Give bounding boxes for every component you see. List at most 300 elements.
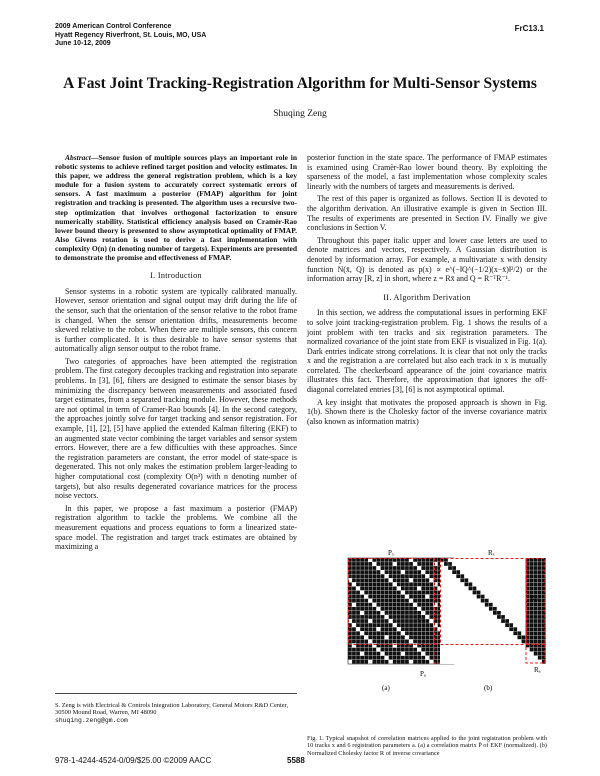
matrix-a-cell: [425, 562, 429, 566]
matrix-a-cell: [401, 574, 405, 578]
matrix-a-cell: [372, 578, 376, 582]
matrix-b-cell: [538, 640, 542, 644]
matrix-a-cell: [372, 619, 376, 623]
matrix-a-cell: [352, 595, 356, 599]
matrix-a-cell: [417, 631, 421, 635]
conference-header: [55, 23, 206, 49]
section-heading-intro: I. Introduction: [150, 271, 202, 281]
matrix-b-cell: [538, 615, 542, 619]
matrix-a-cell: [385, 578, 389, 582]
matrix-a-cell: [413, 599, 417, 603]
matrix-b-cell: [530, 562, 534, 566]
matrix-a-cell: [425, 578, 429, 582]
matrix-b-cell: [485, 599, 489, 603]
matrix-a-cell: [389, 566, 393, 570]
matrix-a-cell: [372, 648, 376, 652]
matrix-a-cell: [430, 562, 434, 566]
matrix-a-cell: [381, 595, 385, 599]
matrix-a-cell: [405, 566, 409, 570]
matrix-b-cell: [534, 603, 538, 607]
matrix-a-cell: [397, 635, 401, 639]
matrix-a-cell: [368, 582, 372, 586]
matrix-b-cell: [473, 587, 477, 591]
matrix-a-cell: [372, 591, 376, 595]
matrix-a-cell: [397, 595, 401, 599]
matrix-a-cell: [425, 640, 429, 644]
matrix-a-cell: [368, 615, 372, 619]
matrix-a-cell: [368, 652, 372, 656]
matrix-a-cell: [372, 566, 376, 570]
intro-paragraph-1: Sensor systems in a robotic system are typically calibrated manually. However, sensor orientation and signal output may drift during the life of the sensor, such that the orientation of the sensor relative to the robot frame is changed. When the sensor orientation drifts, measurements become skewed relative to the robot. When there are multiple sensors, this concern is further complicated. It is thus desirable to have sensor systems that automatically align sensor output to the robot frame.: [55, 286, 297, 354]
matrix-a-cell: [417, 570, 421, 574]
matrix-b-cell: [473, 591, 477, 595]
abstract-text: —Sensor fusion of multiple sources plays an important role in robotic systems to achieve refined target position and velocity estimates. In this paper, we address the general registration problem, which is a key module for a fusion system to accurately correct systematic errors of sensors. A fast maximum a posterior (FMAP) algorithm for joint registration and tracking is presented. The algorithm uses a recursive two-step optimization that involves orthogonal factorization to ensure numerically stability. Statistical efficiency analysis based on Cramèr-Rao lower bound theory is presented to show asymptotical optimality of FMAP. Also Givens rotation is used to derive a fast implementation with complexity O(n) (n denoting number of targets). Experiments are presented to demonstrate the promise and effectiveness of FMAP.: [55, 153, 297, 263]
matrix-a-cell: [356, 570, 360, 574]
matrix-a-cell: [413, 652, 417, 656]
matrix-b-cell: [534, 615, 538, 619]
matrix-a-cell: [393, 574, 397, 578]
matrix-a-cell: [360, 574, 364, 578]
matrix-a-cell: [381, 631, 385, 635]
matrix-a-cell: [430, 652, 434, 656]
matrix-a-cell: [372, 656, 376, 660]
matrix-a-cell: [401, 656, 405, 660]
matrix-b-cell: [460, 578, 464, 582]
matrix-a-cell: [430, 587, 434, 591]
matrix-a-cell: [425, 623, 429, 627]
matrix-a-cell: [389, 652, 393, 656]
abstract: [55, 153, 297, 262]
matrix-a-cell: [397, 611, 401, 615]
matrix-a-cell: [401, 611, 405, 615]
matrix-a-cell: [425, 591, 429, 595]
matrix-a-cell: [368, 574, 372, 578]
matrix-a-cell: [381, 582, 385, 586]
matrix-a-cell: [385, 566, 389, 570]
matrix-a-cell: [405, 562, 409, 566]
matrix-a-cell: [397, 607, 401, 611]
matrix-a-cell: [421, 595, 425, 599]
matrix-a-cell: [409, 619, 413, 623]
matrix-a-cell: [372, 595, 376, 599]
matrix-a-cell: [372, 640, 376, 644]
section-heading-algorithm: II. Algorithm Derivation: [383, 292, 471, 302]
matrix-a-cell: [401, 648, 405, 652]
matrix-b-cell: [452, 566, 456, 570]
matrix-b-cell: [530, 570, 534, 574]
matrix-a-cell: [368, 566, 372, 570]
matrix-a-cell: [360, 595, 364, 599]
matrix-a-cell: [385, 582, 389, 586]
matrix-a-cell: [401, 619, 405, 623]
matrix-a-cell: [421, 623, 425, 627]
matrix-b-cell: [522, 640, 526, 644]
matrix-a-cell: [389, 611, 393, 615]
matrix-b-cell: [538, 566, 542, 570]
matrix-a-cell: [377, 615, 381, 619]
matrix-a-cell: [360, 635, 364, 639]
matrix-a-cell: [397, 648, 401, 652]
matrix-a-cell: [421, 635, 425, 639]
matrix-a-cell: [356, 562, 360, 566]
right-paragraph-3: Throughout this paper italic upper and lower case letters are used to denote matrices and vectors, respectively. A Gaussian distribution is denoted by information array. For example, a multivariate x with density function N(x̄, Q) is denoted as p(x) ∝ e^(−‖Q^(−1/2)(x−x̄)‖²/2) or the information array [R, z] in short, where z = Rx̄ and Q = R⁻ᵀR⁻¹.: [307, 235, 547, 284]
matrix-a-cell: [368, 591, 372, 595]
matrix-a-cell: [401, 627, 405, 631]
matrix-a-cell: [381, 648, 385, 652]
matrix-a-cell: [417, 656, 421, 660]
matrix-a-cell: [401, 623, 405, 627]
matrix-a-cell: [409, 591, 413, 595]
matrix-a-cell: [401, 603, 405, 607]
matrix-a-cell: [352, 591, 356, 595]
matrix-a-cell: [393, 599, 397, 603]
matrix-a-cell: [425, 570, 429, 574]
matrix-b-cell: [530, 611, 534, 615]
matrix-a-cell: [364, 660, 368, 664]
matrix-a-cell: [364, 631, 368, 635]
matrix-a-cell: [397, 582, 401, 586]
matrix-a-cell: [372, 570, 376, 574]
matrix-a-cell: [417, 582, 421, 586]
matrix-a-cell: [356, 566, 360, 570]
matrix-b-cell: [538, 635, 542, 639]
matrix-a-cell: [368, 595, 372, 599]
matrix-a-cell: [360, 587, 364, 591]
matrix-a-cell: [413, 578, 417, 582]
figure-caption: Fig. 1. Typical snapshot of correlation matrices applied to the joint registration problem with 10 tracks x and 6 registration parameters a. (a) a correlation matrix P̄ of EKF (normalized). (b) Normalized Cholesky factor R of inverse covariance: [307, 735, 547, 757]
matrix-a-cell: [377, 652, 381, 656]
matrix-a-cell: [405, 627, 409, 631]
matrix-b-cell: [538, 607, 542, 611]
matrix-a-cell: [425, 619, 429, 623]
matrix-a-cell: [364, 619, 368, 623]
matrix-a-cell: [348, 652, 352, 656]
matrix-a-cell: [430, 591, 434, 595]
matrix-a-cell: [364, 627, 368, 631]
matrix-b-cell: [534, 578, 538, 582]
matrix-a-cell: [360, 578, 364, 582]
matrix-a-cell: [421, 587, 425, 591]
matrix-a-cell: [364, 599, 368, 603]
matrix-a-cell: [389, 607, 393, 611]
matrix-a-cell: [393, 635, 397, 639]
matrix-b-cell: [509, 627, 513, 631]
matrix-a-cell: [356, 660, 360, 664]
matrix-a-cell: [352, 635, 356, 639]
matrix-a-cell: [425, 599, 429, 603]
matrix-a-cell: [397, 574, 401, 578]
matrix-a-cell: [356, 640, 360, 644]
matrix-b-cell: [464, 578, 468, 582]
matrix-a-cell: [360, 627, 364, 631]
matrix-a-cell: [425, 652, 429, 656]
label-pa: Pₐ: [420, 670, 426, 678]
matrix-a-cell: [377, 578, 381, 582]
matrix-a-cell: [401, 566, 405, 570]
matrix-a-cell: [405, 570, 409, 574]
matrix-a-cell: [417, 578, 421, 582]
matrix-a-cell: [364, 566, 368, 570]
matrix-a-cell: [425, 648, 429, 652]
matrix-a-cell: [389, 582, 393, 586]
matrix-a-cell: [381, 615, 385, 619]
isbn-line: 978-1-4244-4524-0/09/$25.00 ©2009 AACC: [55, 756, 212, 765]
matrix-b-cell: [538, 656, 542, 660]
matrix-a-cell: [352, 566, 356, 570]
right-paragraph-2: The rest of this paper is organized as follows. Section II is devoted to the algorithm derivation. An illustrative example is given in Section III. The results of experiments are presented in Section IV. Finally we give conclusions in Section V.: [307, 194, 547, 233]
matrix-b-cell: [530, 635, 534, 639]
matrix-a-cell: [364, 582, 368, 586]
matrix-b-cell: [534, 582, 538, 586]
matrix-a-cell: [421, 660, 425, 664]
matrix-a-cell: [413, 566, 417, 570]
matrix-a-cell: [381, 627, 385, 631]
matrix-a-cell: [377, 599, 381, 603]
matrix-b-cell: [538, 652, 542, 656]
matrix-a-cell: [409, 611, 413, 615]
matrix-a-cell: [405, 631, 409, 635]
label-rxa: Rₓₐ: [530, 594, 539, 602]
matrix-a-cell: [393, 611, 397, 615]
matrix-a-cell: [393, 648, 397, 652]
matrix-b-cell: [534, 562, 538, 566]
matrix-a-cell: [385, 660, 389, 664]
matrix-a-cell: [372, 631, 376, 635]
matrix-b-cell: [481, 599, 485, 603]
label-panel-b: (b): [484, 684, 493, 692]
matrix-a-cell: [389, 603, 393, 607]
matrix-a-cell: [352, 652, 356, 656]
matrix-a-cell: [360, 582, 364, 586]
matrix-a-cell: [389, 599, 393, 603]
matrix-b-cell: [464, 582, 468, 586]
matrix-b-cell: [517, 635, 521, 639]
matrix-a-cell: [409, 607, 413, 611]
matrix-a-cell: [352, 640, 356, 644]
matrix-a-cell: [389, 562, 393, 566]
matrix-a-cell: [348, 656, 352, 660]
matrix-a-cell: [356, 623, 360, 627]
matrix-a-cell: [425, 631, 429, 635]
matrix-a-cell: [360, 656, 364, 660]
matrix-a-cell: [377, 619, 381, 623]
session-id: FrC13.1: [514, 24, 544, 33]
matrix-b-cell: [448, 566, 452, 570]
matrix-b-cell: [534, 623, 538, 627]
matrix-a-cell: [393, 570, 397, 574]
matrix-b-cell: [505, 623, 509, 627]
matrix-b-cell: [538, 603, 542, 607]
matrix-a-cell: [401, 587, 405, 591]
matrix-b-cell: [517, 631, 521, 635]
matrix-a-cell: [389, 595, 393, 599]
matrix-a-cell: [421, 631, 425, 635]
matrix-a-cell: [405, 582, 409, 586]
matrix-a-cell: [393, 595, 397, 599]
matrix-a-cell: [405, 599, 409, 603]
matrix-a-cell: [356, 582, 360, 586]
matrix-a-cell: [397, 640, 401, 644]
matrix-a-cell: [360, 570, 364, 574]
matrix-a-cell: [368, 631, 372, 635]
label-px: Pₓ: [388, 549, 394, 557]
matrix-a-cell: [409, 562, 413, 566]
matrix-a-cell: [421, 574, 425, 578]
matrix-a-cell: [356, 591, 360, 595]
matrix-a-cell: [393, 619, 397, 623]
matrix-b-cell: [534, 648, 538, 652]
matrix-b-cell: [534, 627, 538, 631]
matrix-b-cell: [481, 595, 485, 599]
label-ra: Rₐ: [534, 666, 541, 674]
matrix-a-cell: [405, 587, 409, 591]
matrix-a-cell: [421, 656, 425, 660]
matrix-a-cell: [377, 591, 381, 595]
matrix-a-cell: [377, 656, 381, 660]
matrix-b-cell: [530, 582, 534, 586]
matrix-b-cell: [534, 566, 538, 570]
matrix-a-cell: [409, 582, 413, 586]
matrix-a-cell: [401, 595, 405, 599]
matrix-a-cell: [381, 578, 385, 582]
matrix-a-cell: [413, 640, 417, 644]
matrix-a-cell: [417, 591, 421, 595]
matrix-a-cell: [405, 648, 409, 652]
matrix-a-cell: [425, 660, 429, 664]
matrix-a-cell: [397, 562, 401, 566]
matrix-a-cell: [430, 570, 434, 574]
matrix-b-cell: [530, 627, 534, 631]
algorithm-paragraph-1: In this section, we address the computational issues in performing EKF to solve joint tracking-registration problem. Fig. 1 shows the results of a joint problem with ten tracks and six registration parameters. The normalized covariance of the joint state from EKF is visualized in Fig. 1(a). Dark entries indicate strong correlations. It is clear that not only the tracks x and the registration a are correlated but also each track in x is mutually correlated. The checkerboard appearance of the joint covariance matrix illustrates this fact. Therefore, the approximation that ignores the off-diagonal correlated entries [3], [6] is not asymptotical optimal.: [307, 308, 547, 395]
matrix-a-cell: [360, 566, 364, 570]
matrix-a-cell: [360, 640, 364, 644]
matrix-a-cell: [409, 574, 413, 578]
matrix-a-cell: [409, 566, 413, 570]
matrix-a-cell: [421, 582, 425, 586]
matrix-a-cell: [430, 631, 434, 635]
matrix-b-cell: [538, 619, 542, 623]
matrix-b-cell: [530, 619, 534, 623]
matrix-a-cell: [381, 607, 385, 611]
conference-venue: Hyatt Regency Riverfront, St. Louis, MO, USA: [55, 31, 207, 39]
matrix-a-cell: [405, 660, 409, 664]
matrix-a-cell: [385, 627, 389, 631]
matrix-a-cell: [401, 640, 405, 644]
label-panel-a: (a): [382, 684, 390, 692]
matrix-a-cell: [372, 611, 376, 615]
matrix-a-cell: [409, 656, 413, 660]
matrix-b-cell: [448, 562, 452, 566]
matrix-b-cell: [489, 607, 493, 611]
matrix-a-cell: [348, 648, 352, 652]
matrix-a-cell: [352, 562, 356, 566]
matrix-a-cell: [397, 652, 401, 656]
matrix-b-cell: [530, 640, 534, 644]
matrix-a-cell: [368, 635, 372, 639]
matrix-b-cell: [534, 587, 538, 591]
matrix-a-cell: [360, 599, 364, 603]
matrix-b-cell: [530, 566, 534, 570]
matrix-a-cell: [352, 578, 356, 582]
matrix-a-cell: [409, 623, 413, 627]
matrix-a-cell: [421, 578, 425, 582]
matrix-a-cell: [364, 591, 368, 595]
matrix-b-cell: [534, 570, 538, 574]
panel-b-matrix: [440, 558, 546, 664]
matrix-a-cell: [381, 603, 385, 607]
matrix-a-cell: [356, 656, 360, 660]
matrix-a-cell: [413, 648, 417, 652]
matrix-a-cell: [413, 570, 417, 574]
matrix-a-cell: [352, 631, 356, 635]
label-pxa: Pₓₐ: [417, 614, 425, 622]
matrix-a-cell: [352, 599, 356, 603]
matrix-a-cell: [385, 652, 389, 656]
matrix-a-cell: [364, 640, 368, 644]
matrix-a-cell: [409, 615, 413, 619]
matrix-b-cell: [456, 570, 460, 574]
matrix-a-cell: [393, 640, 397, 644]
matrix-a-cell: [421, 607, 425, 611]
matrix-a-cell: [368, 570, 372, 574]
matrix-a-cell: [405, 578, 409, 582]
matrix-a-cell: [397, 603, 401, 607]
matrix-a-cell: [377, 635, 381, 639]
matrix-a-cell: [352, 656, 356, 660]
matrix-a-cell: [397, 591, 401, 595]
matrix-a-cell: [389, 656, 393, 660]
matrix-a-cell: [401, 582, 405, 586]
matrix-a-cell: [425, 635, 429, 639]
matrix-a-cell: [377, 631, 381, 635]
matrix-a-cell: [372, 660, 376, 664]
matrix-b-cell: [538, 631, 542, 635]
matrix-a-cell: [364, 574, 368, 578]
matrix-b-cell: [538, 570, 542, 574]
matrix-a-cell: [389, 587, 393, 591]
matrix-a-cell: [417, 635, 421, 639]
matrix-b-cell: [538, 587, 542, 591]
matrix-a-cell: [409, 587, 413, 591]
matrix-b-cell: [477, 591, 481, 595]
matrix-b-cell: [469, 582, 473, 586]
matrix-a-cell: [425, 627, 429, 631]
matrix-b-cell: [534, 640, 538, 644]
matrix-b-cell: [485, 603, 489, 607]
matrix-a-cell: [417, 660, 421, 664]
matrix-a-cell: [377, 570, 381, 574]
matrix-a-cell: [405, 615, 409, 619]
matrix-a-cell: [352, 615, 356, 619]
matrix-a-cell: [397, 660, 401, 664]
matrix-a-cell: [409, 603, 413, 607]
matrix-a-cell: [405, 591, 409, 595]
matrix-a-cell: [389, 627, 393, 631]
matrix-a-cell: [364, 603, 368, 607]
matrix-b-cell: [530, 631, 534, 635]
matrix-a-cell: [397, 570, 401, 574]
matrix-a-cell: [381, 591, 385, 595]
matrix-a-cell: [397, 566, 401, 570]
matrix-a-cell: [352, 607, 356, 611]
matrix-b-cell: [456, 574, 460, 578]
matrix-a-cell: [381, 656, 385, 660]
matrix-a-cell: [405, 611, 409, 615]
matrix-a-cell: [368, 607, 372, 611]
matrix-a-cell: [417, 603, 421, 607]
matrix-b-cell: [493, 611, 497, 615]
matrix-a-cell: [430, 615, 434, 619]
